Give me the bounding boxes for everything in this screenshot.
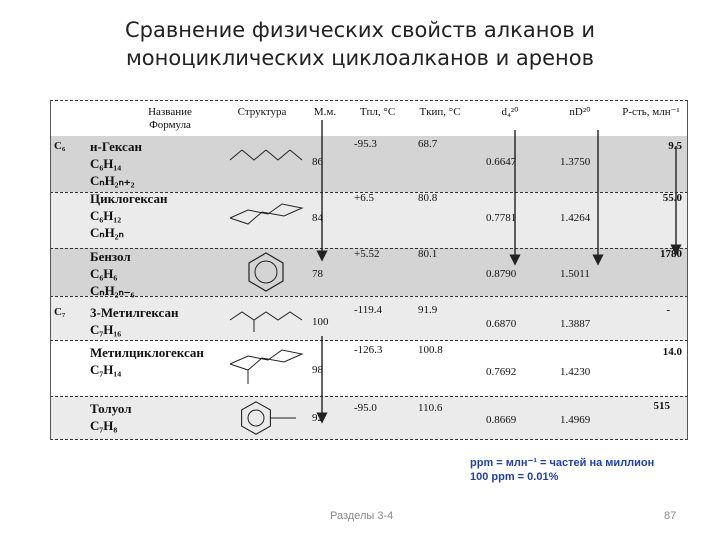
compound-name: 3-Метилгексан xyxy=(90,305,179,320)
solubility-value: 9.5 xyxy=(668,140,682,152)
general-formula: CₙH₂ₙ₋₆ xyxy=(90,283,135,298)
header-solubility: Р-сть, млн⁻¹ xyxy=(622,106,680,118)
solubility-value: 55.0 xyxy=(662,192,682,204)
header-tmelt: Tпл, °C xyxy=(359,106,396,118)
mass-value: 86 xyxy=(312,156,323,168)
density-value: 0.6870 xyxy=(486,318,517,330)
solubility-value: 515 xyxy=(653,400,670,412)
refractive-index-value: 1.5011 xyxy=(560,268,590,280)
header-formula-label: Формула xyxy=(149,119,191,131)
density-value: 0.8790 xyxy=(486,268,517,280)
mass-value: 84 xyxy=(312,212,323,224)
header-name-label: Название xyxy=(148,106,192,118)
boiling-point: 91.9 xyxy=(418,304,438,316)
mass-value: 78 xyxy=(312,268,323,280)
header-tboil: Tкип, °C xyxy=(419,106,461,118)
solubility-value: 1780 xyxy=(660,248,682,260)
header-mass: М.м. xyxy=(313,106,337,118)
boiling-point: 80.1 xyxy=(418,248,438,260)
compound-formula: C₆H₆ xyxy=(90,266,118,281)
compound-formula: C₇H₁₆ xyxy=(90,322,122,337)
compound-formula: C₇H₈ xyxy=(90,418,118,433)
refractive-index-value: 1.4969 xyxy=(560,414,591,426)
title-line-2: моноциклических циклоалканов и аренов xyxy=(125,46,595,70)
refractive-index-value: 1.4230 xyxy=(560,366,591,378)
title-line-1: Сравнение физических свойств алканов и xyxy=(125,18,595,42)
compound-formula: C₆H₁₄ xyxy=(90,156,122,171)
compound-name: н-Гексан xyxy=(90,139,142,154)
compound-formula: C₆H₁₂ xyxy=(90,208,122,223)
compound-name: Циклогексан xyxy=(90,191,168,206)
compound-formula: C₇H₁₄ xyxy=(90,362,122,377)
density-value: 0.6647 xyxy=(486,156,517,168)
density-value: 0.7781 xyxy=(486,212,517,224)
properties-table xyxy=(50,100,688,440)
compound-name: Метилциклогексан xyxy=(90,345,204,360)
boiling-point: 110.6 xyxy=(418,402,443,414)
group-label-c7: C₇ xyxy=(54,306,66,318)
refractive-index-value: 1.3750 xyxy=(560,156,591,168)
boiling-point: 80.8 xyxy=(418,192,438,204)
general-formula: CₙH₂ₙ₊₂ xyxy=(90,173,135,188)
melting-point: -119.4 xyxy=(354,304,383,316)
compound-name: Бензол xyxy=(90,249,131,264)
mass-value: 92 xyxy=(312,412,323,424)
ppm-note-line-2: 100 ppm = 0.01% xyxy=(470,471,559,483)
density-value: 0.7692 xyxy=(486,366,517,378)
melting-point: +5.52 xyxy=(354,248,380,260)
page-number: 87 xyxy=(664,510,677,522)
solubility-value: - xyxy=(666,304,670,316)
footer-section: Разделы 3-4 xyxy=(330,510,394,522)
refractive-index-value: 1.3887 xyxy=(560,318,591,330)
refractive-index-value: 1.4264 xyxy=(560,212,591,224)
melting-point: -95.0 xyxy=(354,402,377,414)
boiling-point: 68.7 xyxy=(418,138,438,150)
melting-point: -126.3 xyxy=(354,344,383,356)
mass-value: 100 xyxy=(312,316,329,328)
solubility-value: 14.0 xyxy=(662,346,682,358)
header-density: d₄²⁰ xyxy=(501,106,519,118)
general-formula: CₙH₂ₙ xyxy=(90,225,124,240)
boiling-point: 100.8 xyxy=(418,344,443,356)
density-value: 0.8669 xyxy=(486,414,517,426)
melting-point: +6.5 xyxy=(354,192,374,204)
melting-point: -95.3 xyxy=(354,138,377,150)
ppm-note-line-1: ppm = млн⁻¹ = частей на миллион xyxy=(470,457,655,469)
mass-value: 98 xyxy=(312,364,323,376)
header-structure: Структура xyxy=(237,106,287,118)
compound-name: Толуол xyxy=(90,401,132,416)
trend-arrows xyxy=(50,100,688,440)
header-refractive-index: nD²⁰ xyxy=(569,106,591,118)
ppm-note xyxy=(470,456,654,484)
group-label-c6: C₆ xyxy=(54,140,66,152)
slide-title xyxy=(60,16,660,72)
